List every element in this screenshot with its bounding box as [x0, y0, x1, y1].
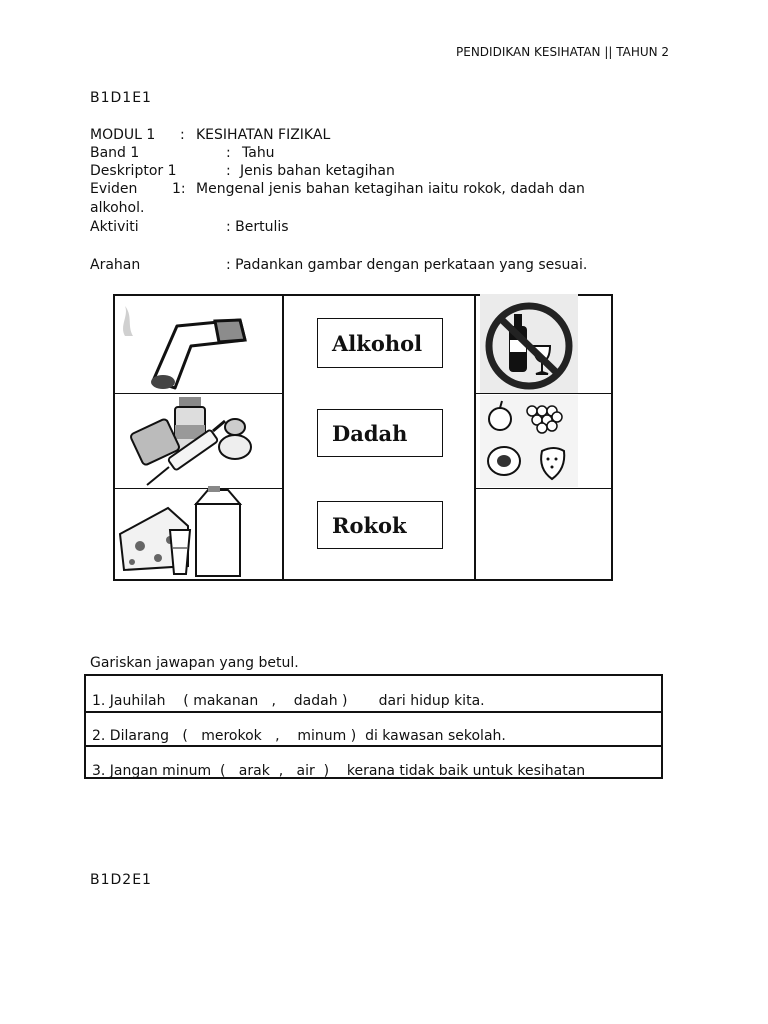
no-alcohol-icon — [480, 294, 578, 393]
answer-item-3: 3. Jangan minum ( arak , air ) kerana tidak baik untuk kesihatan — [92, 763, 586, 779]
modul-separator: : — [180, 127, 185, 143]
section-code-next: B1D2E1 — [90, 872, 152, 888]
arahan-label: Arahan — [90, 257, 141, 273]
underline-instruction: Gariskan jawapan yang betul. — [90, 655, 299, 671]
answer-row-divider-1 — [86, 711, 661, 713]
syringe-icon — [117, 395, 267, 487]
modul-label: MODUL 1 — [90, 127, 156, 143]
answer-row-divider-2 — [86, 745, 661, 747]
matching-table — [113, 294, 613, 581]
table-divider-1 — [282, 294, 284, 581]
cigarette-picture — [115, 296, 251, 391]
deskriptor-separator: : — [226, 163, 231, 179]
word-box-rokok: Rokok — [317, 501, 443, 549]
deskriptor-label: Deskriptor 1 — [90, 163, 177, 179]
answer-item-2: 2. Dilarang ( merokok , minum ) di kawasan sekolah. — [92, 728, 506, 744]
answer-item-1: 1. Jauhilah ( makanan , dadah ) dari hidup kita. — [92, 693, 485, 709]
eviden-value-cont: alkohol. — [90, 200, 145, 216]
answer-table — [84, 674, 663, 779]
no-alcohol-picture — [480, 294, 578, 393]
cheese-milk-icon — [118, 486, 246, 578]
eviden-number: 1: — [172, 181, 186, 197]
deskriptor-value: Jenis bahan ketagihan — [240, 163, 395, 179]
band-separator: : — [226, 145, 231, 161]
arahan-value: : Padankan gambar dengan perkataan yang sesuai. — [226, 257, 588, 273]
cigarette-icon — [115, 296, 251, 391]
left-row-divider-1 — [113, 393, 283, 394]
right-row-divider-1 — [474, 393, 613, 394]
cheese-milk-picture — [118, 486, 246, 578]
aktiviti-label: Aktiviti — [90, 219, 139, 235]
right-row-divider-2 — [474, 488, 613, 489]
aktiviti-value: : Bertulis — [226, 219, 289, 235]
page-header: PENDIDIKAN KESIHATAN || TAHUN 2 — [456, 45, 670, 59]
word-box-alkohol: Alkohol — [317, 318, 443, 368]
band-label: Band 1 — [90, 145, 140, 161]
table-border-bottom — [113, 579, 613, 581]
modul-value: KESIHATAN FIZIKAL — [196, 127, 331, 143]
eviden-value: Mengenal jenis bahan ketagihan iaitu rokok, dadah dan — [196, 181, 585, 197]
eviden-label: Eviden — [90, 181, 138, 197]
table-divider-2 — [474, 294, 476, 581]
word-box-dadah: Dadah — [317, 409, 443, 457]
band-value: Tahu — [242, 145, 275, 161]
fruits-picture — [480, 395, 578, 487]
table-border-right — [611, 294, 613, 581]
drugs-syringe-picture — [117, 395, 267, 487]
fruits-icon — [480, 395, 578, 487]
section-code: B1D1E1 — [90, 90, 152, 106]
